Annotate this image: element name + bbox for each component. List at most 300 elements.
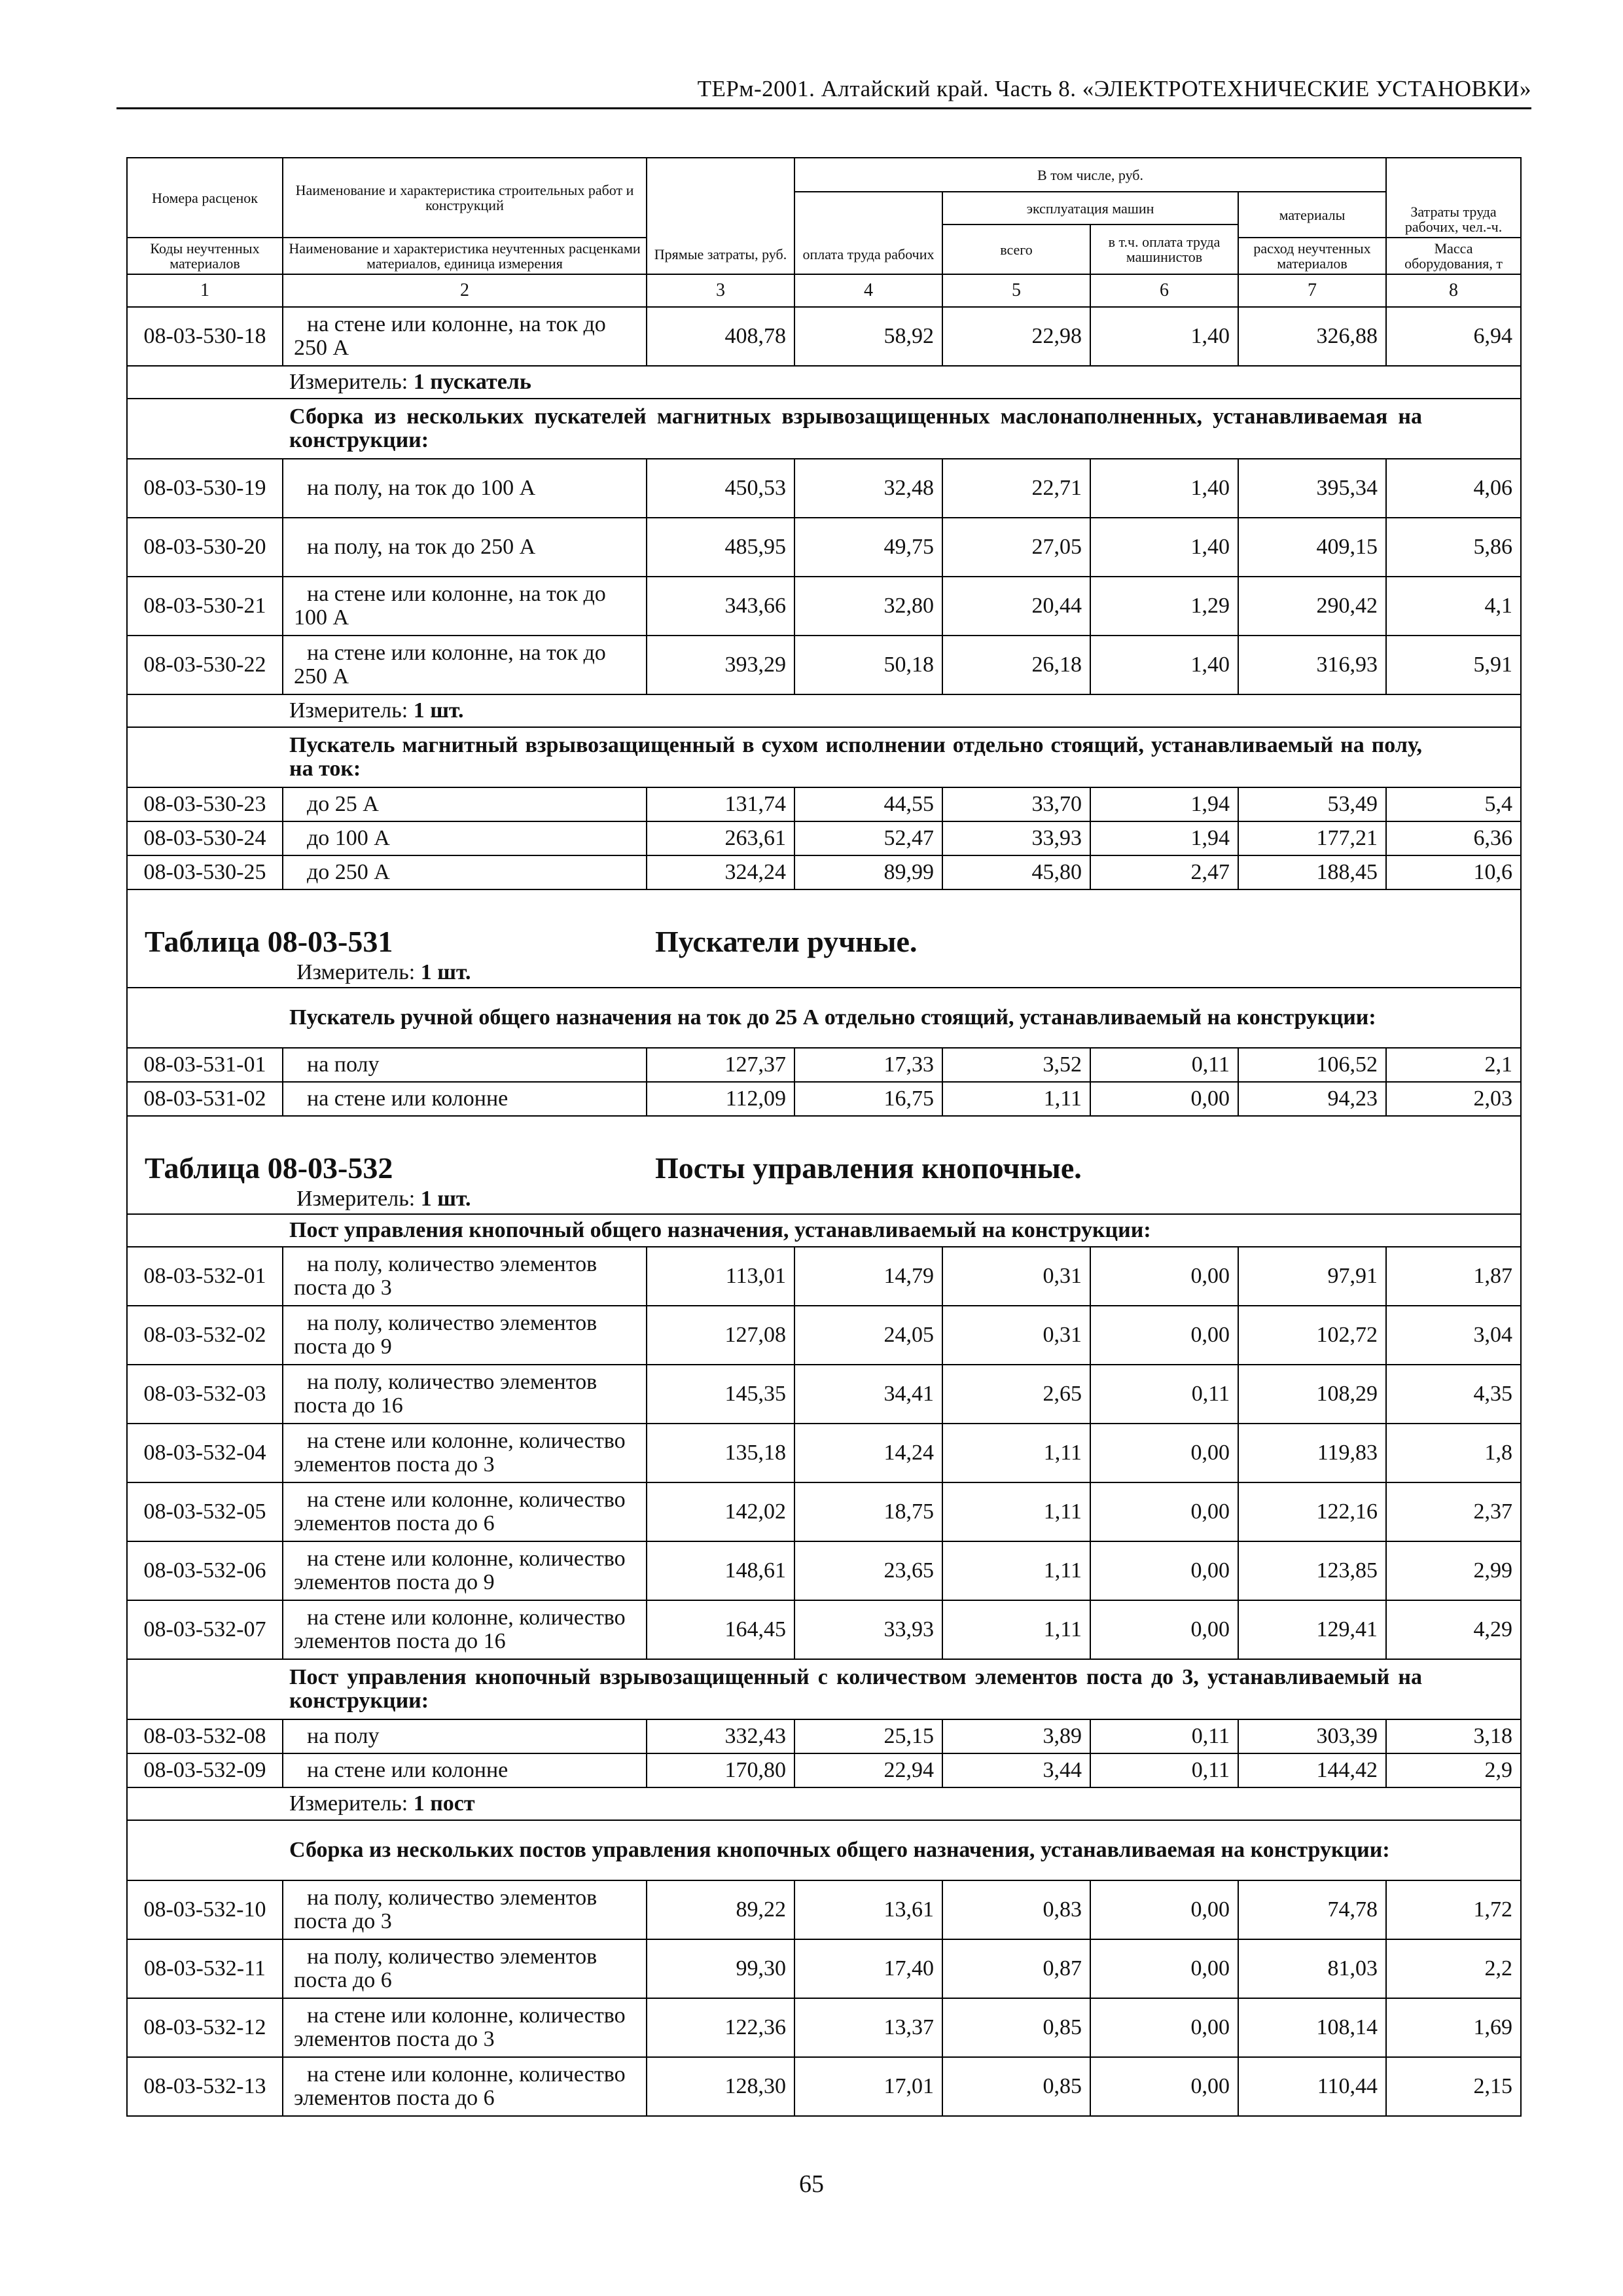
rate-value: 112,09 [647, 1082, 794, 1116]
group-empty-cell [127, 727, 283, 787]
rate-name [283, 307, 647, 366]
rate-name-text: на полу, количество элементов поста до 6 [294, 1945, 597, 1992]
rate-name-text: на стене или колонне [307, 1086, 508, 1111]
rate-code: 08-03-532-12 [127, 1998, 283, 2057]
table-row [127, 821, 1521, 855]
measure-cell [283, 694, 1521, 727]
rate-value: 99,30 [647, 1939, 794, 1998]
table-number: Таблица 08-03-532 [145, 1151, 393, 1185]
rate-value: 2,03 [1386, 1082, 1521, 1116]
rate-value: 0,00 [1090, 1082, 1238, 1116]
rate-value: 0,11 [1090, 1048, 1238, 1082]
rate-value: 303,39 [1238, 1719, 1386, 1753]
rate-value: 324,24 [647, 855, 794, 889]
rate-code: 08-03-532-06 [127, 1541, 283, 1600]
table-row [127, 787, 1521, 821]
rate-value: 123,85 [1238, 1541, 1386, 1600]
rate-code: 08-03-531-01 [127, 1048, 283, 1082]
column-number: 7 [1238, 274, 1386, 307]
rate-value: 1,11 [942, 1424, 1090, 1482]
col-wages-header: оплата труда рабочих [794, 192, 942, 274]
rate-value: 316,93 [1238, 636, 1386, 694]
rate-name [283, 855, 647, 889]
rate-name [283, 1247, 647, 1306]
rate-value: 97,91 [1238, 1247, 1386, 1306]
rate-value: 14,79 [794, 1247, 942, 1306]
rate-value: 50,18 [794, 636, 942, 694]
rate-value: 0,00 [1090, 1939, 1238, 1998]
table-row [127, 1600, 1521, 1659]
rate-name [283, 2057, 647, 2116]
rate-name-text: до 25 А [307, 792, 379, 816]
rate-value: 1,40 [1090, 518, 1238, 577]
table-heading-cell [127, 889, 1521, 988]
rate-value: 2,37 [1386, 1482, 1521, 1541]
rate-code: 08-03-532-07 [127, 1600, 283, 1659]
rate-name [283, 1541, 647, 1600]
table-heading-cell [127, 1116, 1521, 1214]
rate-value: 188,45 [1238, 855, 1386, 889]
group-title: Сборка из нескольких пускателей магнитных взрывозащищенных маслонаполненных, устанавливаемая на конструкции: [283, 399, 1521, 459]
rate-value: 144,42 [1238, 1753, 1386, 1787]
rate-value: 326,88 [1238, 307, 1386, 366]
rate-name [283, 518, 647, 577]
rate-name-text: на стене или колонне, количество элементов поста до 3 [294, 1429, 626, 1477]
table-row [127, 1082, 1521, 1116]
rate-code: 08-03-532-09 [127, 1753, 283, 1787]
rate-value: 1,40 [1090, 307, 1238, 366]
col-machines-header: эксплуатация машин [942, 192, 1238, 224]
table-row [127, 1048, 1521, 1082]
rates-table [126, 157, 1522, 2117]
rate-name-text: на стене или колонне, количество элементов поста до 3 [294, 2003, 626, 2051]
rate-value: 409,15 [1238, 518, 1386, 577]
table-row [127, 1939, 1521, 1998]
rate-value: 2,1 [1386, 1048, 1521, 1082]
rate-value: 17,40 [794, 1939, 942, 1998]
column-number: 1 [127, 274, 283, 307]
rate-value: 1,40 [1090, 636, 1238, 694]
rate-value: 0,85 [942, 2057, 1090, 2116]
table-row [127, 1365, 1521, 1424]
rate-value: 53,49 [1238, 787, 1386, 821]
rate-value: 44,55 [794, 787, 942, 821]
measure-label: Измеритель: [296, 1187, 416, 1211]
rate-value: 24,05 [794, 1306, 942, 1365]
col-incl-header: В том числе, руб. [794, 158, 1386, 192]
rate-value: 0,00 [1090, 1600, 1238, 1659]
rate-value: 102,72 [1238, 1306, 1386, 1365]
rate-value: 0,00 [1090, 1482, 1238, 1541]
rate-name-text: на стене или колонне, количество элементов поста до 6 [294, 1488, 626, 1535]
rate-value: 3,18 [1386, 1719, 1521, 1753]
rate-value: 0,11 [1090, 1753, 1238, 1787]
group-empty-cell [127, 1820, 283, 1880]
rate-value: 2,47 [1090, 855, 1238, 889]
col-materials-sub-header: расход неучтенных материалов [1238, 238, 1386, 274]
rate-value: 408,78 [647, 307, 794, 366]
rate-value: 127,08 [647, 1306, 794, 1365]
rate-value: 33,93 [942, 821, 1090, 855]
rate-value: 1,11 [942, 1541, 1090, 1600]
rate-value: 33,70 [942, 787, 1090, 821]
rate-value: 94,23 [1238, 1082, 1386, 1116]
measure-label: Измеритель: [289, 1791, 408, 1816]
rate-value: 108,29 [1238, 1365, 1386, 1424]
rate-value: 127,37 [647, 1048, 794, 1082]
rate-value: 89,22 [647, 1880, 794, 1939]
col-code2-header: Коды неучтенных материалов [127, 238, 283, 274]
rate-value: 1,11 [942, 1600, 1090, 1659]
table-row [127, 1719, 1521, 1753]
group-row [127, 988, 1521, 1048]
rate-value: 1,8 [1386, 1424, 1521, 1482]
rate-value: 33,93 [794, 1600, 942, 1659]
rate-value: 1,29 [1090, 577, 1238, 636]
measure-unit: 1 шт. [420, 1187, 471, 1211]
rate-value: 122,16 [1238, 1482, 1386, 1541]
rate-value: 58,92 [794, 307, 942, 366]
rate-value: 0,11 [1090, 1719, 1238, 1753]
rate-value: 26,18 [942, 636, 1090, 694]
rate-value: 1,11 [942, 1482, 1090, 1541]
rate-value: 34,41 [794, 1365, 942, 1424]
measure-empty-cell [127, 694, 283, 727]
rate-value: 0,11 [1090, 1365, 1238, 1424]
rate-value: 119,83 [1238, 1424, 1386, 1482]
rate-value: 131,74 [647, 787, 794, 821]
measure-line [134, 961, 1514, 984]
rate-value: 22,94 [794, 1753, 942, 1787]
col-materials-header: материалы [1238, 192, 1386, 238]
rate-value: 1,94 [1090, 787, 1238, 821]
rate-value: 3,52 [942, 1048, 1090, 1082]
rate-name-text: на стене или колонне [307, 1758, 508, 1782]
measure-label: Измеритель: [296, 960, 416, 984]
col-name-header: Наименование и характеристика строительных работ и конструкций [283, 158, 647, 238]
column-number: 6 [1090, 274, 1238, 307]
rate-value: 148,61 [647, 1541, 794, 1600]
page-number: 65 [799, 2170, 824, 2198]
rate-code: 08-03-530-20 [127, 518, 283, 577]
rate-name [283, 1424, 647, 1482]
rate-value: 113,01 [647, 1247, 794, 1306]
measure-label: Измеритель: [289, 698, 408, 723]
col-direct-header: Прямые затраты, руб. [647, 158, 794, 274]
rate-value: 2,99 [1386, 1541, 1521, 1600]
rate-name [283, 1880, 647, 1939]
rate-value: 2,9 [1386, 1753, 1521, 1787]
rate-name-text: на полу, количество элементов поста до 3 [294, 1252, 597, 1300]
measure-empty-cell [127, 366, 283, 399]
measure-cell [283, 366, 1521, 399]
group-title: Пост управления кнопочный взрывозащищенный с количеством элементов поста до 3, устанавливаемый на конструкции: [283, 1659, 1521, 1719]
rate-value: 263,61 [647, 821, 794, 855]
rate-value: 32,80 [794, 577, 942, 636]
rate-name-text: на стене или колонне, количество элементов поста до 16 [294, 1605, 626, 1653]
group-title: Пост управления кнопочный общего назначения, устанавливаемый на конструкции: [283, 1214, 1521, 1247]
rate-name-text: на стене или колонне, на ток до 250 А [294, 312, 606, 360]
rate-value: 27,05 [942, 518, 1090, 577]
rate-value: 4,35 [1386, 1365, 1521, 1424]
rate-value: 4,29 [1386, 1600, 1521, 1659]
table-number: Таблица 08-03-531 [145, 925, 393, 958]
table-row [127, 636, 1521, 694]
rate-code: 08-03-532-02 [127, 1306, 283, 1365]
rate-code: 08-03-531-02 [127, 1082, 283, 1116]
rate-name-text: на полу, количество элементов поста до 3 [294, 1886, 597, 1933]
rate-code: 08-03-532-10 [127, 1880, 283, 1939]
rate-value: 1,87 [1386, 1247, 1521, 1306]
rate-value: 170,80 [647, 1753, 794, 1787]
rate-name [283, 577, 647, 636]
column-number: 3 [647, 274, 794, 307]
group-row [127, 399, 1521, 459]
table-title: Посты управления кнопочные. [655, 1151, 1082, 1185]
rate-value: 0,00 [1090, 1880, 1238, 1939]
rate-value: 0,00 [1090, 2057, 1238, 2116]
rate-value: 23,65 [794, 1541, 942, 1600]
col-code-header: Номера расценок [127, 158, 283, 238]
rate-name [283, 1365, 647, 1424]
rate-name [283, 636, 647, 694]
rate-code: 08-03-532-03 [127, 1365, 283, 1424]
rate-value: 25,15 [794, 1719, 942, 1753]
column-number: 2 [283, 274, 647, 307]
rate-value: 128,30 [647, 2057, 794, 2116]
rate-value: 485,95 [647, 518, 794, 577]
rate-value: 14,24 [794, 1424, 942, 1482]
measure-label: Измеритель: [289, 370, 408, 394]
rate-name-text: на полу, количество элементов поста до 16 [294, 1370, 597, 1418]
rate-value: 74,78 [1238, 1880, 1386, 1939]
rate-value: 108,14 [1238, 1998, 1386, 2057]
rate-value: 1,72 [1386, 1880, 1521, 1939]
rate-value: 5,91 [1386, 636, 1521, 694]
rate-value: 395,34 [1238, 459, 1386, 518]
rate-value: 3,04 [1386, 1306, 1521, 1365]
rate-name-text: на стене или колонне, на ток до 100 А [294, 582, 606, 630]
group-empty-cell [127, 1214, 283, 1247]
group-title: Пускатель ручной общего назначения на ток до 25 А отдельно стоящий, устанавливаемый на конструкции: [283, 988, 1521, 1048]
rate-code: 08-03-530-25 [127, 855, 283, 889]
rate-value: 4,06 [1386, 459, 1521, 518]
rate-value: 16,75 [794, 1082, 942, 1116]
rate-value: 17,33 [794, 1048, 942, 1082]
rate-value: 6,94 [1386, 307, 1521, 366]
page-header: ТЕРм-2001. Алтайский край. Часть 8. «ЭЛЕКТРОТЕХНИЧЕСКИЕ УСТАНОВКИ» [116, 71, 1531, 109]
rate-value: 122,36 [647, 1998, 794, 2057]
measure-row [127, 1787, 1521, 1820]
measure-empty-cell [127, 1787, 283, 1820]
rate-code: 08-03-532-13 [127, 2057, 283, 2116]
rate-value: 52,47 [794, 821, 942, 855]
rate-name [283, 1753, 647, 1787]
table-title: Пускатели ручные. [655, 925, 918, 958]
rate-value: 49,75 [794, 518, 942, 577]
col-machines-total-header: всего [942, 224, 1090, 274]
rate-code: 08-03-532-08 [127, 1719, 283, 1753]
rate-code: 08-03-532-05 [127, 1482, 283, 1541]
rate-name-text: на полу, на ток до 250 А [307, 535, 536, 559]
rate-value: 10,6 [1386, 855, 1521, 889]
group-row [127, 1659, 1521, 1719]
rate-value: 13,61 [794, 1880, 942, 1939]
group-row [127, 1214, 1521, 1247]
group-row [127, 1820, 1521, 1880]
rate-value: 1,69 [1386, 1998, 1521, 2057]
table-row [127, 1753, 1521, 1787]
rate-code: 08-03-532-11 [127, 1939, 283, 1998]
group-empty-cell [127, 399, 283, 459]
measure-unit: 1 шт. [420, 960, 471, 984]
rate-value: 5,86 [1386, 518, 1521, 577]
rate-code: 08-03-532-01 [127, 1247, 283, 1306]
group-empty-cell [127, 1659, 283, 1719]
rate-value: 0,00 [1090, 1306, 1238, 1365]
table-row [127, 1482, 1521, 1541]
rate-name [283, 787, 647, 821]
measure-row [127, 366, 1521, 399]
rate-value: 0,00 [1090, 1541, 1238, 1600]
rate-value: 3,89 [942, 1719, 1090, 1753]
rate-name [283, 1719, 647, 1753]
group-title: Пускатель магнитный взрывозащищенный в сухом исполнении отдельно стоящий, устанавливаемый на полу, на ток: [283, 727, 1521, 787]
table-row [127, 577, 1521, 636]
measure-line [134, 1187, 1514, 1211]
rate-name [283, 1600, 647, 1659]
rate-name [283, 1082, 647, 1116]
rate-value: 4,1 [1386, 577, 1521, 636]
rate-code: 08-03-532-04 [127, 1424, 283, 1482]
rate-value: 332,43 [647, 1719, 794, 1753]
rate-name [283, 1939, 647, 1998]
rate-name-text: на полу [307, 1724, 380, 1748]
rate-name-text: на стене или колонне, количество элементов поста до 6 [294, 2062, 626, 2110]
rate-code: 08-03-530-19 [127, 459, 283, 518]
table-row [127, 1247, 1521, 1306]
col-labor-header: Затраты труда рабочих, чел.-ч. [1386, 158, 1521, 238]
rate-value: 106,52 [1238, 1048, 1386, 1082]
rate-name-text: на полу, количество элементов поста до 9 [294, 1311, 597, 1359]
rate-value: 1,94 [1090, 821, 1238, 855]
table-row [127, 307, 1521, 366]
rate-value: 45,80 [942, 855, 1090, 889]
rate-name [283, 1048, 647, 1082]
rate-value: 89,99 [794, 855, 942, 889]
measure-row [127, 694, 1521, 727]
rate-value: 17,01 [794, 2057, 942, 2116]
rate-value: 110,44 [1238, 2057, 1386, 2116]
col-name2-header: Наименование и характеристика неучтенных расценками материалов, единица измерения [283, 238, 647, 274]
rate-value: 290,42 [1238, 577, 1386, 636]
rate-value: 1,11 [942, 1082, 1090, 1116]
group-empty-cell [127, 988, 283, 1048]
rate-code: 08-03-530-23 [127, 787, 283, 821]
column-number: 4 [794, 274, 942, 307]
table-row [127, 1880, 1521, 1939]
rate-value: 0,31 [942, 1247, 1090, 1306]
measure-unit: 1 пускатель [413, 370, 531, 394]
rate-value: 5,4 [1386, 787, 1521, 821]
column-number: 8 [1386, 274, 1521, 307]
rate-value: 22,98 [942, 307, 1090, 366]
measure-unit: 1 пост [413, 1791, 475, 1816]
rate-value: 0,87 [942, 1939, 1090, 1998]
table-row [127, 2057, 1521, 2116]
table-row [127, 1541, 1521, 1600]
group-row [127, 727, 1521, 787]
rate-value: 32,48 [794, 459, 942, 518]
rate-value: 81,03 [1238, 1939, 1386, 1998]
column-number: 5 [942, 274, 1090, 307]
rate-value: 2,65 [942, 1365, 1090, 1424]
rate-name-text: на полу [307, 1052, 380, 1077]
rate-value: 129,41 [1238, 1600, 1386, 1659]
rate-value: 145,35 [647, 1365, 794, 1424]
rate-value: 393,29 [647, 636, 794, 694]
rate-value: 2,15 [1386, 2057, 1521, 2116]
rate-value: 177,21 [1238, 821, 1386, 855]
rate-value: 135,18 [647, 1424, 794, 1482]
column-numbers-row [127, 274, 1521, 307]
rate-name-text: на стене или колонне, количество элементов поста до 9 [294, 1547, 626, 1594]
rate-name-text: на полу, на ток до 100 А [307, 476, 536, 500]
rate-value: 0,31 [942, 1306, 1090, 1365]
col-mass-header: Масса оборудования, т [1386, 238, 1521, 274]
rate-value: 142,02 [647, 1482, 794, 1541]
rate-name-text: до 250 А [307, 860, 390, 884]
measure-unit: 1 шт. [413, 698, 464, 723]
rate-code: 08-03-530-22 [127, 636, 283, 694]
rate-value: 164,45 [647, 1600, 794, 1659]
rate-code: 08-03-530-24 [127, 821, 283, 855]
rate-value: 2,2 [1386, 1939, 1521, 1998]
rate-value: 22,71 [942, 459, 1090, 518]
rate-name-text: до 100 А [307, 826, 390, 850]
rate-value: 0,00 [1090, 1247, 1238, 1306]
rate-code: 08-03-530-18 [127, 307, 283, 366]
rate-name [283, 1306, 647, 1365]
rate-name [283, 1998, 647, 2057]
measure-cell [283, 1787, 1521, 1820]
rate-value: 0,83 [942, 1880, 1090, 1939]
rate-name-text: на стене или колонне, на ток до 250 А [294, 641, 606, 689]
rate-value: 18,75 [794, 1482, 942, 1541]
rate-code: 08-03-530-21 [127, 577, 283, 636]
table-row [127, 855, 1521, 889]
table-row [127, 1424, 1521, 1482]
rate-value: 13,37 [794, 1998, 942, 2057]
rate-name [283, 1482, 647, 1541]
rate-value: 0,00 [1090, 1424, 1238, 1482]
rate-value: 3,44 [942, 1753, 1090, 1787]
rate-value: 1,40 [1090, 459, 1238, 518]
table-row [127, 518, 1521, 577]
rate-value: 0,00 [1090, 1998, 1238, 2057]
rate-name [283, 459, 647, 518]
rate-value: 450,53 [647, 459, 794, 518]
rate-value: 0,85 [942, 1998, 1090, 2057]
table-row [127, 1998, 1521, 2057]
rate-value: 343,66 [647, 577, 794, 636]
rate-value: 6,36 [1386, 821, 1521, 855]
col-machines-wages-header: в т.ч. оплата труда машинистов [1090, 224, 1238, 274]
rate-value: 20,44 [942, 577, 1090, 636]
table-row [127, 459, 1521, 518]
table-row [127, 1306, 1521, 1365]
group-title: Сборка из нескольких постов управления кнопочных общего назначения, устанавливаемая на конструкции: [283, 1820, 1521, 1880]
